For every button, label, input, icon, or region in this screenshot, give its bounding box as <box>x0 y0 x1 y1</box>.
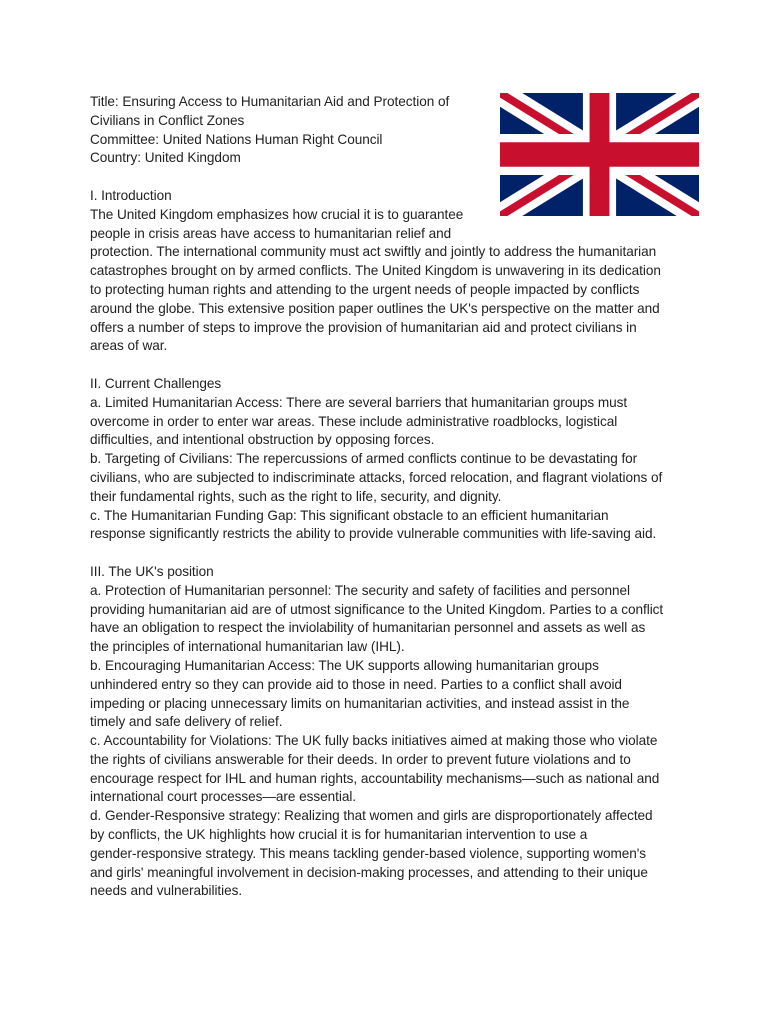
position-paper-body <box>90 93 686 901</box>
paragraph-line: civilians, who are subjected to indiscriminate attacks, forced relocation, and flagrant violations of <box>90 469 663 485</box>
country-line: Country: United Kingdom <box>90 150 241 166</box>
section-heading: I. Introduction <box>90 187 172 203</box>
committee-line: Committee: United Nations Human Right Council <box>90 131 383 147</box>
section-uk-position <box>90 563 686 901</box>
spacer <box>90 356 686 375</box>
paragraph-line: and girls' meaningful involvement in decision-making processes, and attending to their unique <box>90 864 648 880</box>
paragraph-line: their fundamental rights, such as the right to life, security, and dignity. <box>90 488 502 504</box>
section-heading: II. Current Challenges <box>90 375 222 391</box>
paragraph-line: people in crisis areas have access to humanitarian relief and <box>90 225 452 241</box>
spacer <box>90 544 686 563</box>
paragraph-line: b. Targeting of Civilians: The repercussions of armed conflicts continue to be devastating for <box>90 451 638 467</box>
paragraph-line: encourage respect for IHL and human rights, accountability mechanisms—such as national and <box>90 770 660 786</box>
paragraph-line: international court processes—are essential. <box>90 789 357 805</box>
paper-header <box>90 93 686 168</box>
title-line-cont: Civilians in Conflict Zones <box>90 112 245 128</box>
section-challenges <box>90 375 686 544</box>
section-introduction <box>90 187 686 356</box>
paragraph-line: gender-responsive strategy. This means tackling gender-based violence, supporting women's <box>90 845 647 861</box>
paragraph-line: a. Protection of Humanitarian personnel: The security and safety of facilities and personnel <box>90 582 630 598</box>
paragraph-line: b. Encouraging Humanitarian Access: The UK supports allowing humanitarian groups <box>90 657 599 673</box>
paragraph-line: protection. The international community must act swiftly and jointly to address the humanitarian <box>90 244 657 260</box>
title-line: Title: Ensuring Access to Humanitarian Aid and Protection of <box>90 94 450 109</box>
paragraph-line: areas of war. <box>90 338 168 354</box>
paragraph-line: a. Limited Humanitarian Access: There are several barriers that humanitarian groups must <box>90 394 628 410</box>
paragraph-line: c. The Humanitarian Funding Gap: This significant obstacle to an efficient humanitarian <box>90 507 609 523</box>
paragraph-line: overcome in order to enter war areas. These include administrative roadblocks, logistical <box>90 413 618 429</box>
section-heading: III. The UK's position <box>90 563 214 579</box>
paragraph-line: offers a number of steps to improve the provision of humanitarian aid and protect civilians in <box>90 319 637 335</box>
paragraph-line: around the globe. This extensive position paper outlines the UK's perspective on the matter and <box>90 300 660 316</box>
paragraph-line: catastrophes brought on by armed conflicts. The United Kingdom is unwavering in its dedication <box>90 263 661 279</box>
paragraph-line: by conflicts, the UK highlights how crucial it is for humanitarian intervention to use a <box>90 827 588 843</box>
paragraph-line: The United Kingdom emphasizes how crucial it is to guarantee <box>90 206 464 222</box>
paragraph-line: unhindered entry so they can provide aid to those in need. Parties to a conflict shall avoid <box>90 676 622 692</box>
paragraph-line: d. Gender-Responsive strategy: Realizing that women and girls are disproportionately affected <box>90 808 653 824</box>
paragraph-line: providing humanitarian aid are of utmost significance to the United Kingdom. Parties to a conflict <box>90 601 664 617</box>
paragraph-line: to protecting human rights and attending to the urgent needs of people impacted by conflicts <box>90 281 640 297</box>
paragraph-line: the principles of international humanitarian law (IHL). <box>90 639 405 655</box>
spacer <box>90 168 686 187</box>
paragraph-line: timely and safe delivery of relief. <box>90 714 283 730</box>
paragraph-line: impeding or placing unnecessary limits on humanitarian activities, and instead assist in the <box>90 695 630 711</box>
paragraph-line: response significantly restricts the ability to provide vulnerable communities with life-saving aid. <box>90 526 657 542</box>
paragraph-line: the rights of civilians answerable for their deeds. In order to prevent future violations and to <box>90 751 631 767</box>
paragraph-line: have an obligation to respect the inviolability of humanitarian personnel and assets as well as <box>90 620 646 636</box>
paragraph-line: difficulties, and intentional obstruction by opposing forces. <box>90 432 435 448</box>
paragraph-line: needs and vulnerabilities. <box>90 883 243 899</box>
paragraph-line: c. Accountability for Violations: The UK fully backs initiatives aimed at making those who violate <box>90 733 658 749</box>
